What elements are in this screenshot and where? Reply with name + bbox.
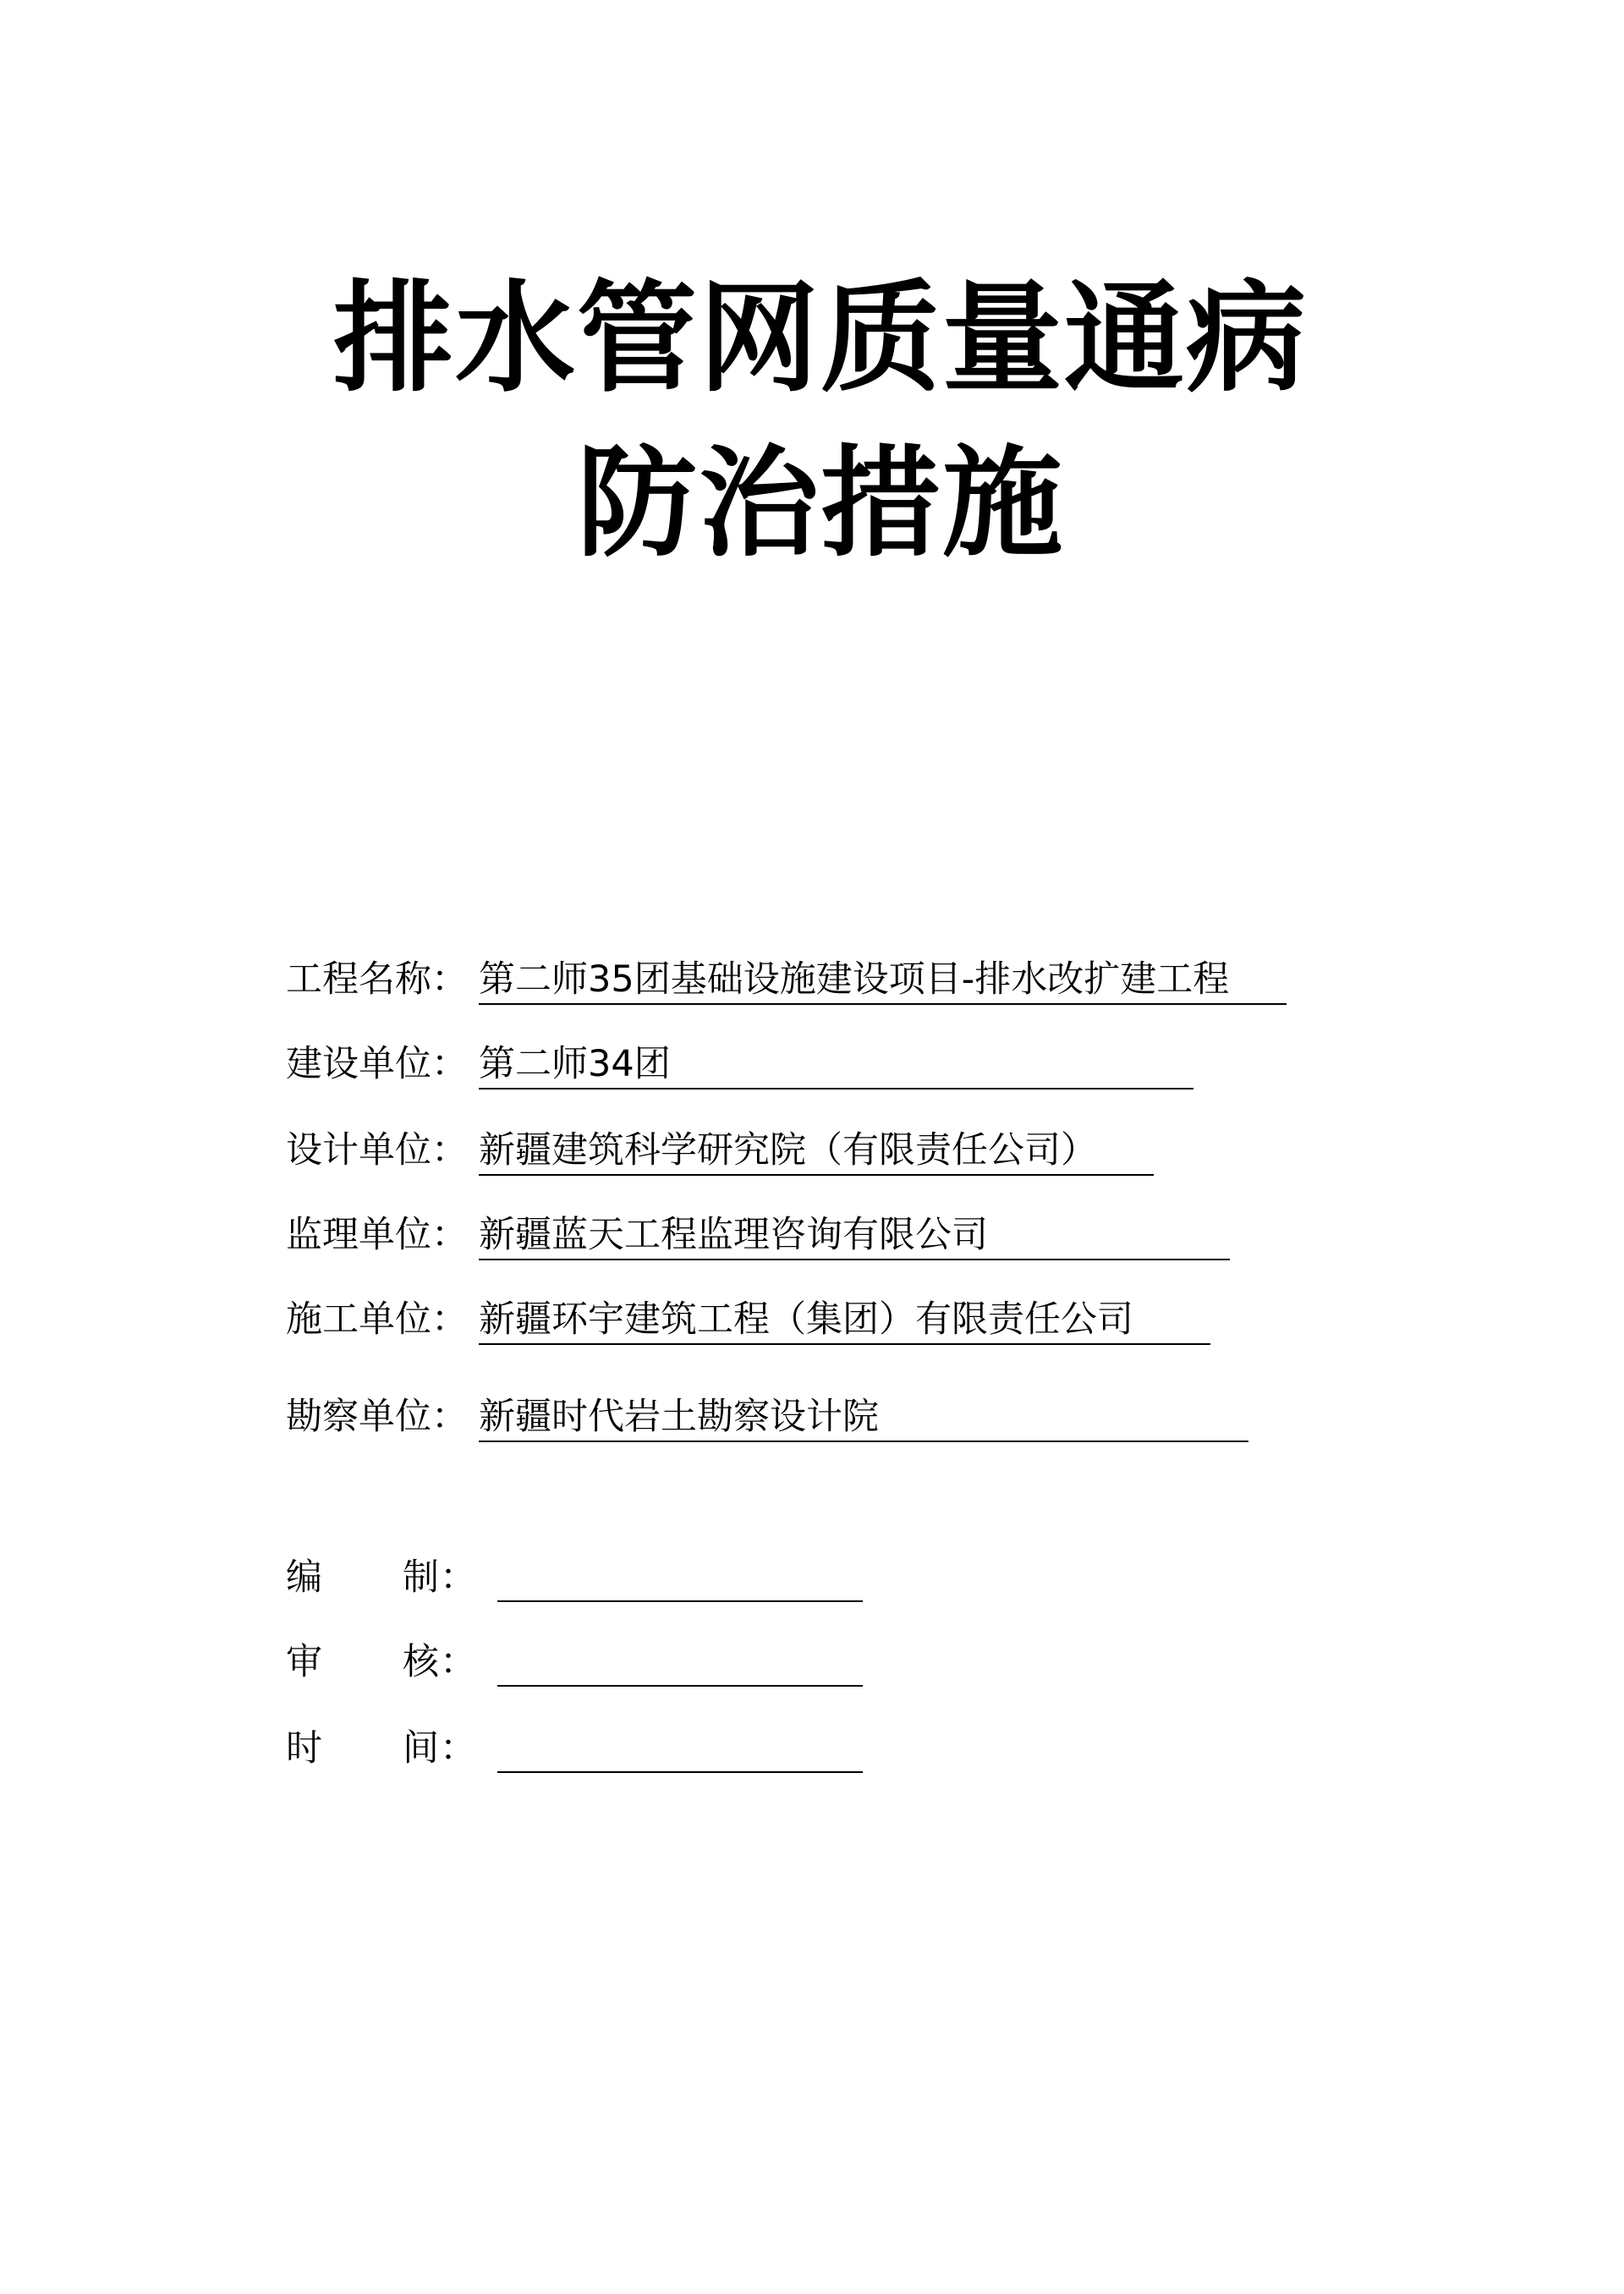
info-value: 第二师34团 bbox=[479, 1039, 1193, 1089]
signature-colon: ： bbox=[440, 1727, 476, 1770]
signature-label-char: 核 bbox=[403, 1641, 439, 1683]
signature-colon: ： bbox=[440, 1556, 476, 1599]
info-label: 勘察单位： bbox=[286, 1396, 468, 1438]
info-label: 工程名称： bbox=[286, 958, 468, 1001]
info-label: 施工单位： bbox=[286, 1298, 468, 1341]
title-line-1: 排水管网质量通病 bbox=[333, 268, 1308, 409]
signature-label-char: 审 bbox=[286, 1641, 322, 1683]
signature-blank-line bbox=[497, 1771, 863, 1773]
info-value: 新疆建筑科学研究院（有限责任公司） bbox=[479, 1125, 1154, 1176]
info-label: 建设单位： bbox=[286, 1043, 468, 1085]
signature-blank-line bbox=[497, 1685, 863, 1687]
signature-label-char: 间 bbox=[403, 1727, 439, 1770]
signature-label-char: 时 bbox=[286, 1727, 322, 1770]
info-label: 监理单位： bbox=[286, 1214, 468, 1256]
info-label: 设计单位： bbox=[286, 1129, 468, 1172]
signature-label-char: 编 bbox=[286, 1556, 322, 1599]
title-line-2: 防治措施 bbox=[577, 433, 1064, 574]
signature-colon: ： bbox=[440, 1641, 476, 1683]
info-value: 第二师35团基础设施建设项目-排水改扩建工程 bbox=[479, 954, 1287, 1005]
signature-label-char: 制 bbox=[403, 1556, 439, 1599]
signature-blank-line bbox=[497, 1600, 863, 1602]
info-value: 新疆环宇建筑工程（集团）有限责任公司 bbox=[479, 1294, 1210, 1345]
info-value: 新疆时代岩土勘察设计院 bbox=[479, 1391, 1248, 1442]
info-value: 新疆蓝天工程监理咨询有限公司 bbox=[479, 1210, 1230, 1260]
